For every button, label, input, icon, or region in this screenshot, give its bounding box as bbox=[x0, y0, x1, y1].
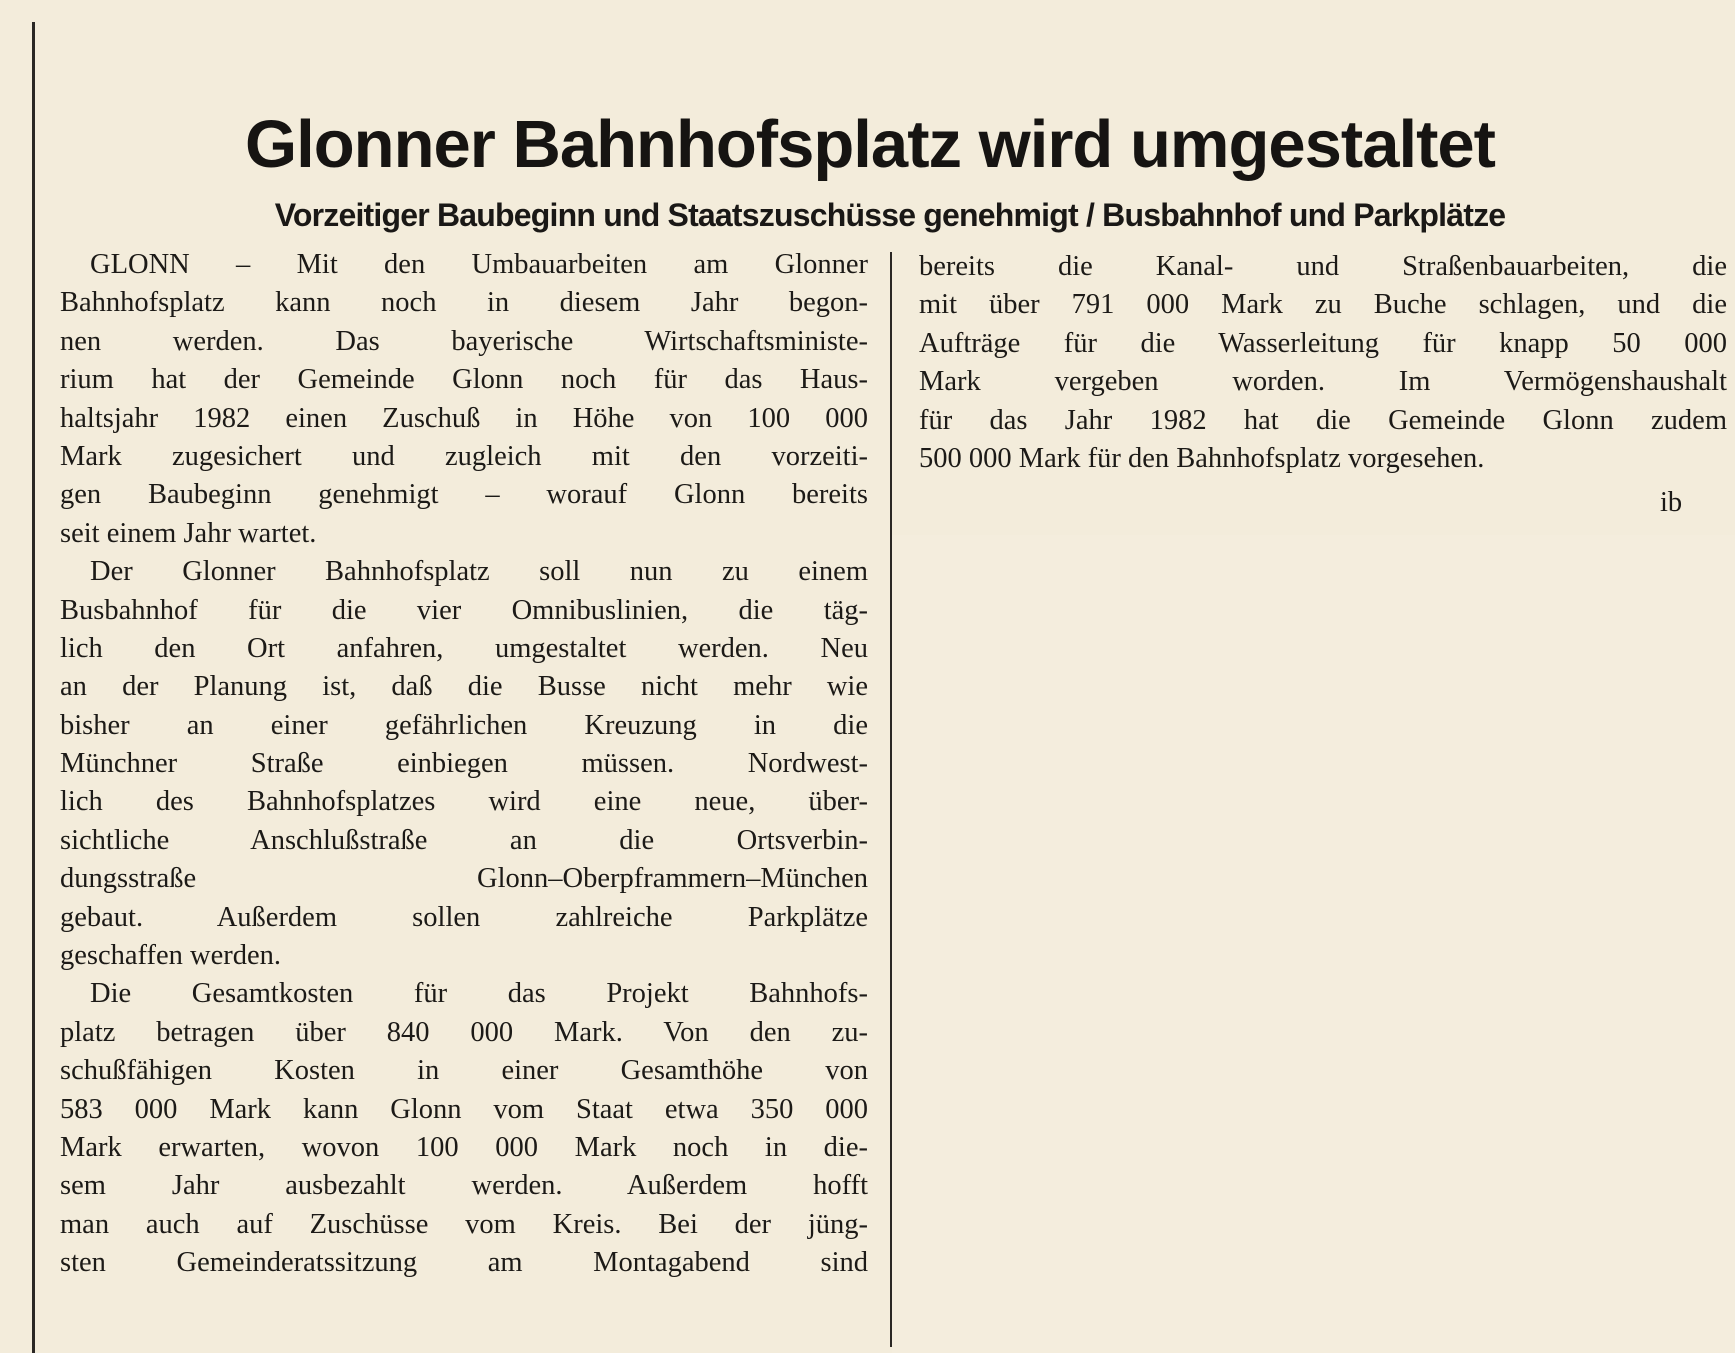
text-line: man auch auf Zuschüsse vom Kreis. Bei der jüng- bbox=[60, 1208, 868, 1240]
text-line: geschaffen werden. bbox=[60, 940, 282, 972]
text-line: Busbahnhof für die vier Omnibuslinien, die täg- bbox=[60, 594, 868, 626]
right-text-column bbox=[919, 248, 1727, 478]
text-line: dungsstraße Glonn–Oberpframmern–München bbox=[60, 863, 868, 895]
column-divider-rule bbox=[890, 252, 892, 1347]
text-line: Mark zugesichert und zugleich mit den vorzeiti- bbox=[60, 440, 868, 472]
text-line: sichtliche Anschlußstraße an die Ortsverbin- bbox=[60, 824, 868, 856]
text-line: rium hat der Gemeinde Glonn noch für das Haus- bbox=[60, 364, 868, 396]
paragraph-vergabe bbox=[919, 248, 1727, 478]
text-line: platz betragen über 840 000 Mark. Von den zu- bbox=[60, 1016, 868, 1048]
text-line: haltsjahr 1982 einen Zuschuß in Höhe von 100 000 bbox=[60, 402, 868, 434]
author-initials: ib bbox=[1660, 487, 1683, 518]
left-text-column bbox=[60, 246, 868, 1283]
text-line: bisher an einer gefährlichen Kreuzung in die bbox=[60, 709, 868, 741]
text-line: 500 000 Mark für den Bahnhofsplatz vorgesehen. bbox=[919, 442, 1485, 474]
text-line: Aufträge für die Wasserleitung für knapp 50 000 bbox=[919, 327, 1727, 359]
text-line: sten Gemeinderatssitzung am Montagabend sind bbox=[60, 1247, 868, 1279]
text-line: Bahnhofsplatz kann noch in diesem Jahr begon- bbox=[60, 287, 868, 319]
text-line: mit über 791 000 Mark zu Buche schlagen, und die bbox=[919, 289, 1727, 321]
text-line: nen werden. Das bayerische Wirtschaftsministe- bbox=[60, 325, 868, 357]
article-headline: Glonner Bahnhofsplatz wird umgestaltet bbox=[245, 106, 1495, 182]
text-line: Münchner Straße einbiegen müssen. Nordwest- bbox=[60, 748, 868, 780]
blank-paper-area bbox=[892, 535, 1735, 1353]
text-line: 583 000 Mark kann Glonn vom Staat etwa 350 000 bbox=[60, 1093, 868, 1125]
text-line: sem Jahr ausbezahlt werden. Außerdem hofft bbox=[60, 1170, 868, 1202]
article-subheadline: Vorzeitiger Baubeginn und Staatszuschüsse genehmigt / Busbahnhof und Parkplätze bbox=[274, 196, 1506, 233]
text-line: lich den Ort anfahren, umgestaltet werden. Neu bbox=[60, 632, 868, 664]
paragraph-intro bbox=[60, 246, 868, 553]
text-line: an der Planung ist, daß die Busse nicht mehr wie bbox=[60, 671, 868, 703]
text-line: gen Baubeginn genehmigt – worauf Glonn bereits bbox=[60, 479, 868, 511]
text-line: Mark erwarten, wovon 100 000 Mark noch in die- bbox=[60, 1131, 868, 1163]
text-line: seit einem Jahr wartet. bbox=[60, 517, 317, 549]
paragraph-busbahnhof bbox=[60, 553, 868, 975]
text-line: Der Glonner Bahnhofsplatz soll nun zu einem bbox=[90, 556, 868, 588]
text-line: Mark vergeben worden. Im Vermögenshaushalt bbox=[919, 366, 1727, 398]
left-margin-rule bbox=[32, 22, 35, 1353]
text-line: gebaut. Außerdem sollen zahlreiche Parkplätze bbox=[60, 901, 868, 933]
text-line: lich des Bahnhofsplatzes wird eine neue, über- bbox=[60, 786, 868, 818]
text-line: schußfähigen Kosten in einer Gesamthöhe von bbox=[60, 1055, 868, 1087]
text-line: für das Jahr 1982 hat die Gemeinde Glonn zudem bbox=[919, 404, 1727, 436]
text-line: Die Gesamtkosten für das Projekt Bahnhofs- bbox=[90, 978, 868, 1010]
text-line: GLONN – Mit den Umbauarbeiten am Glonner bbox=[90, 249, 868, 280]
text-line: bereits die Kanal- und Straßenbauarbeiten, die bbox=[919, 251, 1727, 282]
paragraph-kosten bbox=[60, 975, 868, 1282]
